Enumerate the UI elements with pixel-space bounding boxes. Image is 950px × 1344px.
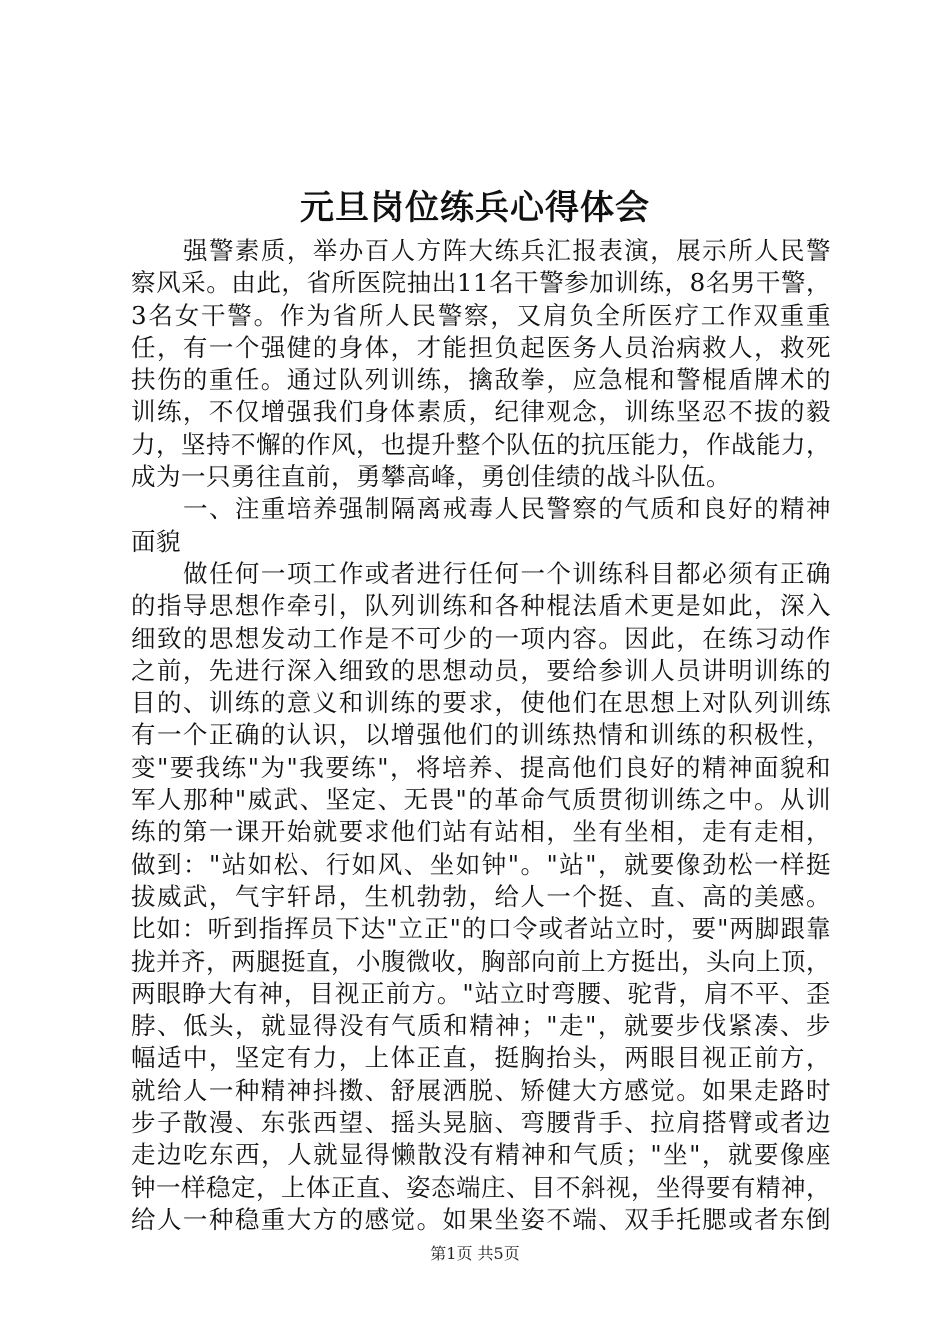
text-line: 就给人一种精神抖擞、舒展洒脱、矫健大方感觉。如果走路时 — [131, 1075, 831, 1105]
text-line: 变"要我练"为"我要练"，将培养、提高他们良好的精神面貌和 — [131, 752, 831, 782]
text-line: 两眼睁大有神，目视正前方。"站立时弯腰、驼背，肩不平、歪 — [131, 978, 831, 1008]
text-line: 拢并齐，两腿挺直，小腹微收，胸部向前上方挺出，头向上顶， — [131, 946, 831, 976]
document-title: 元旦岗位练兵心得体会 — [300, 188, 650, 228]
text-line: 比如：听到指挥员下达"立正"的口令或者站立时，要"两脚跟靠 — [131, 914, 831, 944]
text-line: 脖、低头，就显得没有气质和精神；"走"，就要步伐紧凑、步 — [131, 1011, 831, 1041]
section-heading-line: 一、注重培养强制隔离戒毒人民警察的气质和良好的精神 — [183, 494, 831, 524]
document-body — [131, 235, 831, 1236]
text-line: 有一个正确的认识，以增强他们的训练热情和训练的积极性， — [131, 720, 831, 750]
text-line: 走边吃东西，人就显得懒散没有精神和气质；"坐"，就要像座 — [131, 1140, 831, 1170]
text-line: 做到："站如松、行如风、坐如钟"。"站"，就要像劲松一样挺 — [131, 849, 831, 879]
text-line: 训练，不仅增强我们身体素质，纪律观念，训练坚忍不拔的毅 — [131, 397, 831, 427]
text-line: 做任何一项工作或者进行任何一个训练科目都必须有正确 — [183, 558, 831, 588]
text-line: 成为一只勇往直前，勇攀高峰，勇创佳绩的战斗队伍。 — [131, 462, 731, 492]
text-line: 扶伤的重任。通过队列训练，擒敌拳，应急棍和警棍盾牌术的 — [131, 365, 831, 395]
text-line: 3名女干警。作为省所人民警察，又肩负全所医疗工作双重重 — [131, 300, 831, 330]
text-line: 练的第一课开始就要求他们站有站相，坐有坐相，走有走相， — [131, 817, 831, 847]
section-heading-line: 面貌 — [131, 526, 181, 556]
text-line: 任，有一个强健的身体，才能担负起医务人员治病救人，救死 — [131, 332, 831, 362]
page-footer: 第1页 共5页 — [430, 1244, 520, 1263]
text-line: 目的、训练的意义和训练的要求，使他们在思想上对队列训练 — [131, 688, 831, 718]
text-line: 之前，先进行深入细致的思想动员，要给参训人员讲明训练的 — [131, 655, 831, 685]
text-line: 拔威武，气宇轩昂，生机勃勃，给人一个挺、直、高的美感。 — [131, 881, 831, 911]
text-line: 步子散漫、东张西望、摇头晃脑、弯腰背手、拉肩搭臂或者边 — [131, 1108, 831, 1138]
text-line: 钟一样稳定，上体正直、姿态端庄、目不斜视，坐得要有精神， — [131, 1172, 831, 1202]
text-line: 察风采。由此，省所医院抽出11名干警参加训练，8名男干警， — [131, 268, 831, 298]
text-line: 的指导思想作牵引，队列训练和各种棍法盾术更是如此，深入 — [131, 591, 831, 621]
text-line: 细致的思想发动工作是不可少的一项内容。因此，在练习动作 — [131, 623, 831, 653]
text-line: 强警素质，举办百人方阵大练兵汇报表演，展示所人民警 — [183, 236, 831, 265]
text-line: 力，坚持不懈的作风，也提升整个队伍的抗压能力，作战能力， — [131, 429, 831, 459]
text-line: 给人一种稳重大方的感觉。如果坐姿不端、双手托腮或者东倒 — [131, 1204, 831, 1234]
text-line: 军人那种"威武、坚定、无畏"的革命气质贯彻训练之中。从训 — [131, 785, 831, 815]
text-line: 幅适中，坚定有力，上体正直，挺胸抬头，两眼目视正前方， — [131, 1043, 831, 1073]
